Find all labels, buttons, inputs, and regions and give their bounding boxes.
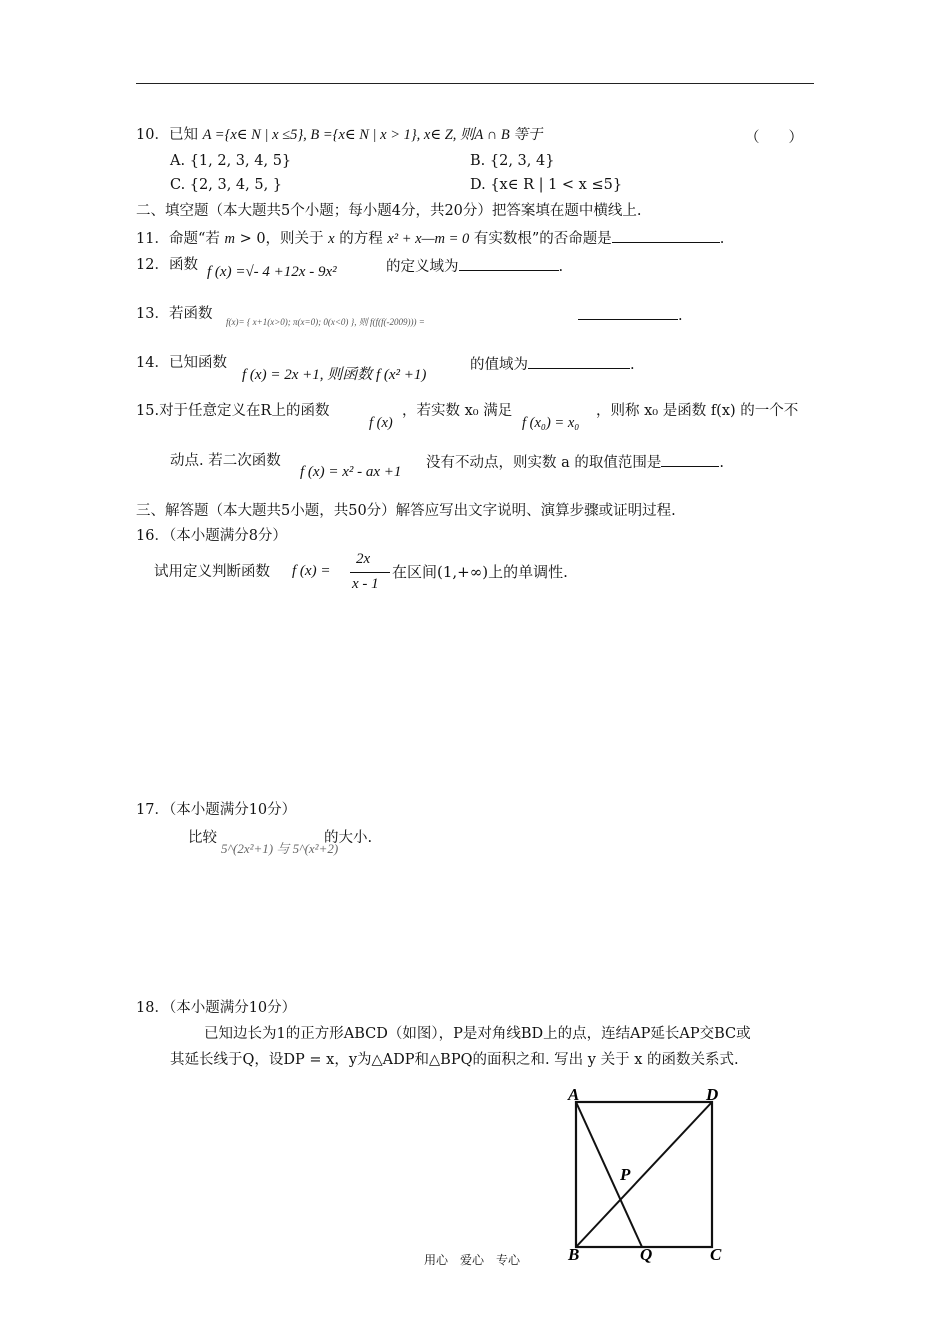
- q15-line2-a: 动点. 若二次函数: [170, 453, 281, 469]
- q16-numerator: 2x: [356, 551, 371, 567]
- section-3-heading: 三、解答题（本大题共5小题，共50分）解答应写出文字说明、演算步骤或证明过程.: [136, 503, 676, 519]
- q15-answer-blank: [661, 452, 719, 467]
- q15-fx0: f (x₀) = x₀: [522, 415, 580, 431]
- q12-number: 12．: [136, 257, 169, 273]
- q16-fx: f (x) =: [292, 563, 331, 579]
- q11-equation: x² + x—m = 0: [387, 231, 470, 247]
- label-q: Q: [640, 1245, 653, 1264]
- q10-stem: 已知: [168, 127, 198, 143]
- q18-head: （本小题满分10分）: [168, 1000, 297, 1016]
- q10-option-a: A. {1, 2, 3, 4, 5}: [170, 153, 292, 169]
- q11-number: 11．: [136, 231, 169, 247]
- q14-expression: f (x) = 2x +1, 则函数 f (x² +1): [242, 367, 427, 383]
- q12-text-a: 函数: [168, 257, 198, 273]
- q16-text-b: 在区间(1,+∞)上的单调性.: [392, 563, 568, 581]
- q15-line1-b: ，若实数 x₀ 满足: [402, 403, 513, 419]
- q15-end: .: [719, 455, 724, 471]
- question-13: [136, 305, 212, 323]
- q15-line2-b: 没有不动点，则实数 a 的取值范围是: [426, 455, 662, 471]
- question-17-heading: [136, 801, 296, 819]
- q10-option-c: C. {2, 3, 4, 5, }: [170, 177, 283, 193]
- section-2-heading: 二、填空题（本大题共5个小题；每小题4分，共20分）把答案填在题中横线上.: [136, 203, 642, 219]
- q17-text-b: 的大小.: [324, 830, 373, 846]
- q12-end: .: [558, 259, 564, 275]
- q11-answer-blank: [612, 228, 720, 243]
- question-15-line-1: [136, 402, 329, 420]
- q15-tail: [426, 452, 724, 472]
- q10-option-b: B. {2, 3, 4}: [470, 153, 555, 169]
- q14-answer-blank: [528, 354, 630, 369]
- q13-tail: [578, 305, 683, 325]
- header-rule: [136, 83, 814, 84]
- q18-line-1: 已知边长为1的正方形ABCD（如图），P是对角线BD上的点，连结AP延长AP交BC或: [204, 1026, 751, 1042]
- q17-expression: 5^(2x²+1) 与 5^(x²+2): [221, 841, 339, 856]
- q15-line1-c: ，则称 x₀ 是函数 f(x) 的一个不: [596, 403, 799, 419]
- q17-text-a: 比较: [188, 830, 217, 846]
- q10-expression: A ={x∈ N | x ≤5}, B ={x∈ N | x > 1}, x∈ Z, 则A ∩ B 等于: [202, 127, 543, 143]
- q12-answer-blank: [459, 256, 559, 271]
- q11-text-c: 的方程: [334, 231, 388, 247]
- q13-number: 13．: [136, 306, 169, 322]
- q15-expression-2: f (x) = x² - ax +1: [300, 464, 402, 480]
- q11-m: m: [224, 231, 235, 247]
- q17-number: 17．: [136, 802, 169, 818]
- q14-tail: [470, 354, 635, 374]
- label-p: P: [620, 1165, 631, 1184]
- question-14: [136, 354, 227, 372]
- q10-answer-paren: （ ）: [745, 130, 803, 146]
- page-footer: 用心 爱心 专心: [424, 1253, 521, 1267]
- q10-number: 10．: [136, 127, 169, 143]
- q14-text-b: 的值域为: [470, 357, 528, 373]
- question-10: [136, 126, 542, 144]
- q10-option-d: D. {x∈ R | 1 < x ≤5}: [470, 177, 623, 193]
- q16-head: （本小题满分8分）: [168, 528, 287, 544]
- q18-line-2: 其延长线于Q，设DP = x，y为△ADP和△BPQ的面积之和. 写出 y 关于 x 的函数关系式.: [170, 1052, 739, 1068]
- q13-text-a: 若函数: [168, 306, 213, 322]
- q11-text-b: > 0，则关于: [234, 231, 329, 247]
- q16-text-a: 试用定义判断函数: [154, 564, 270, 580]
- label-a: A: [568, 1085, 580, 1104]
- q18-number: 18．: [136, 1000, 169, 1016]
- q15-fx: f (x): [369, 415, 393, 431]
- q12-tail: [386, 256, 563, 276]
- question-11: [136, 228, 724, 248]
- q12-text-b: 的定义域为: [386, 259, 459, 275]
- q14-text-a: 已知函数: [168, 355, 227, 371]
- segment-aq: [576, 1102, 642, 1247]
- q11-text-a: 命题“若: [168, 231, 225, 247]
- q11-text-d: 有实数根”的否命题是: [469, 231, 612, 247]
- q16-fraction-bar: [350, 572, 390, 573]
- question-12: [136, 256, 198, 274]
- q15-number: 15.: [136, 403, 160, 419]
- q14-end: .: [630, 357, 635, 373]
- question-16-heading: [136, 527, 287, 545]
- q14-number: 14．: [136, 355, 169, 371]
- q11-x: x: [328, 231, 335, 247]
- square-figure: [560, 1080, 740, 1270]
- q12-expression: f (x) =√- 4 +12x - 9x²: [207, 264, 337, 280]
- question-18-heading: [136, 999, 296, 1017]
- q13-expression: f(x)= { x+1(x>0); π(x=0); 0(x<0) }, 则 f(f(f(-2009))) =: [226, 317, 425, 327]
- label-b: B: [568, 1245, 580, 1264]
- diagonal-bd: [576, 1102, 712, 1247]
- q16-denominator: x - 1: [352, 576, 379, 592]
- q11-end: .: [719, 231, 725, 247]
- q13-answer-blank: [578, 305, 678, 320]
- q13-end: .: [678, 308, 683, 324]
- q17-head: （本小题满分10分）: [168, 802, 297, 818]
- label-c: C: [710, 1245, 722, 1264]
- label-d: D: [706, 1085, 719, 1104]
- q15-line1-a: 对于任意定义在R上的函数: [159, 403, 330, 419]
- q16-number: 16．: [136, 528, 169, 544]
